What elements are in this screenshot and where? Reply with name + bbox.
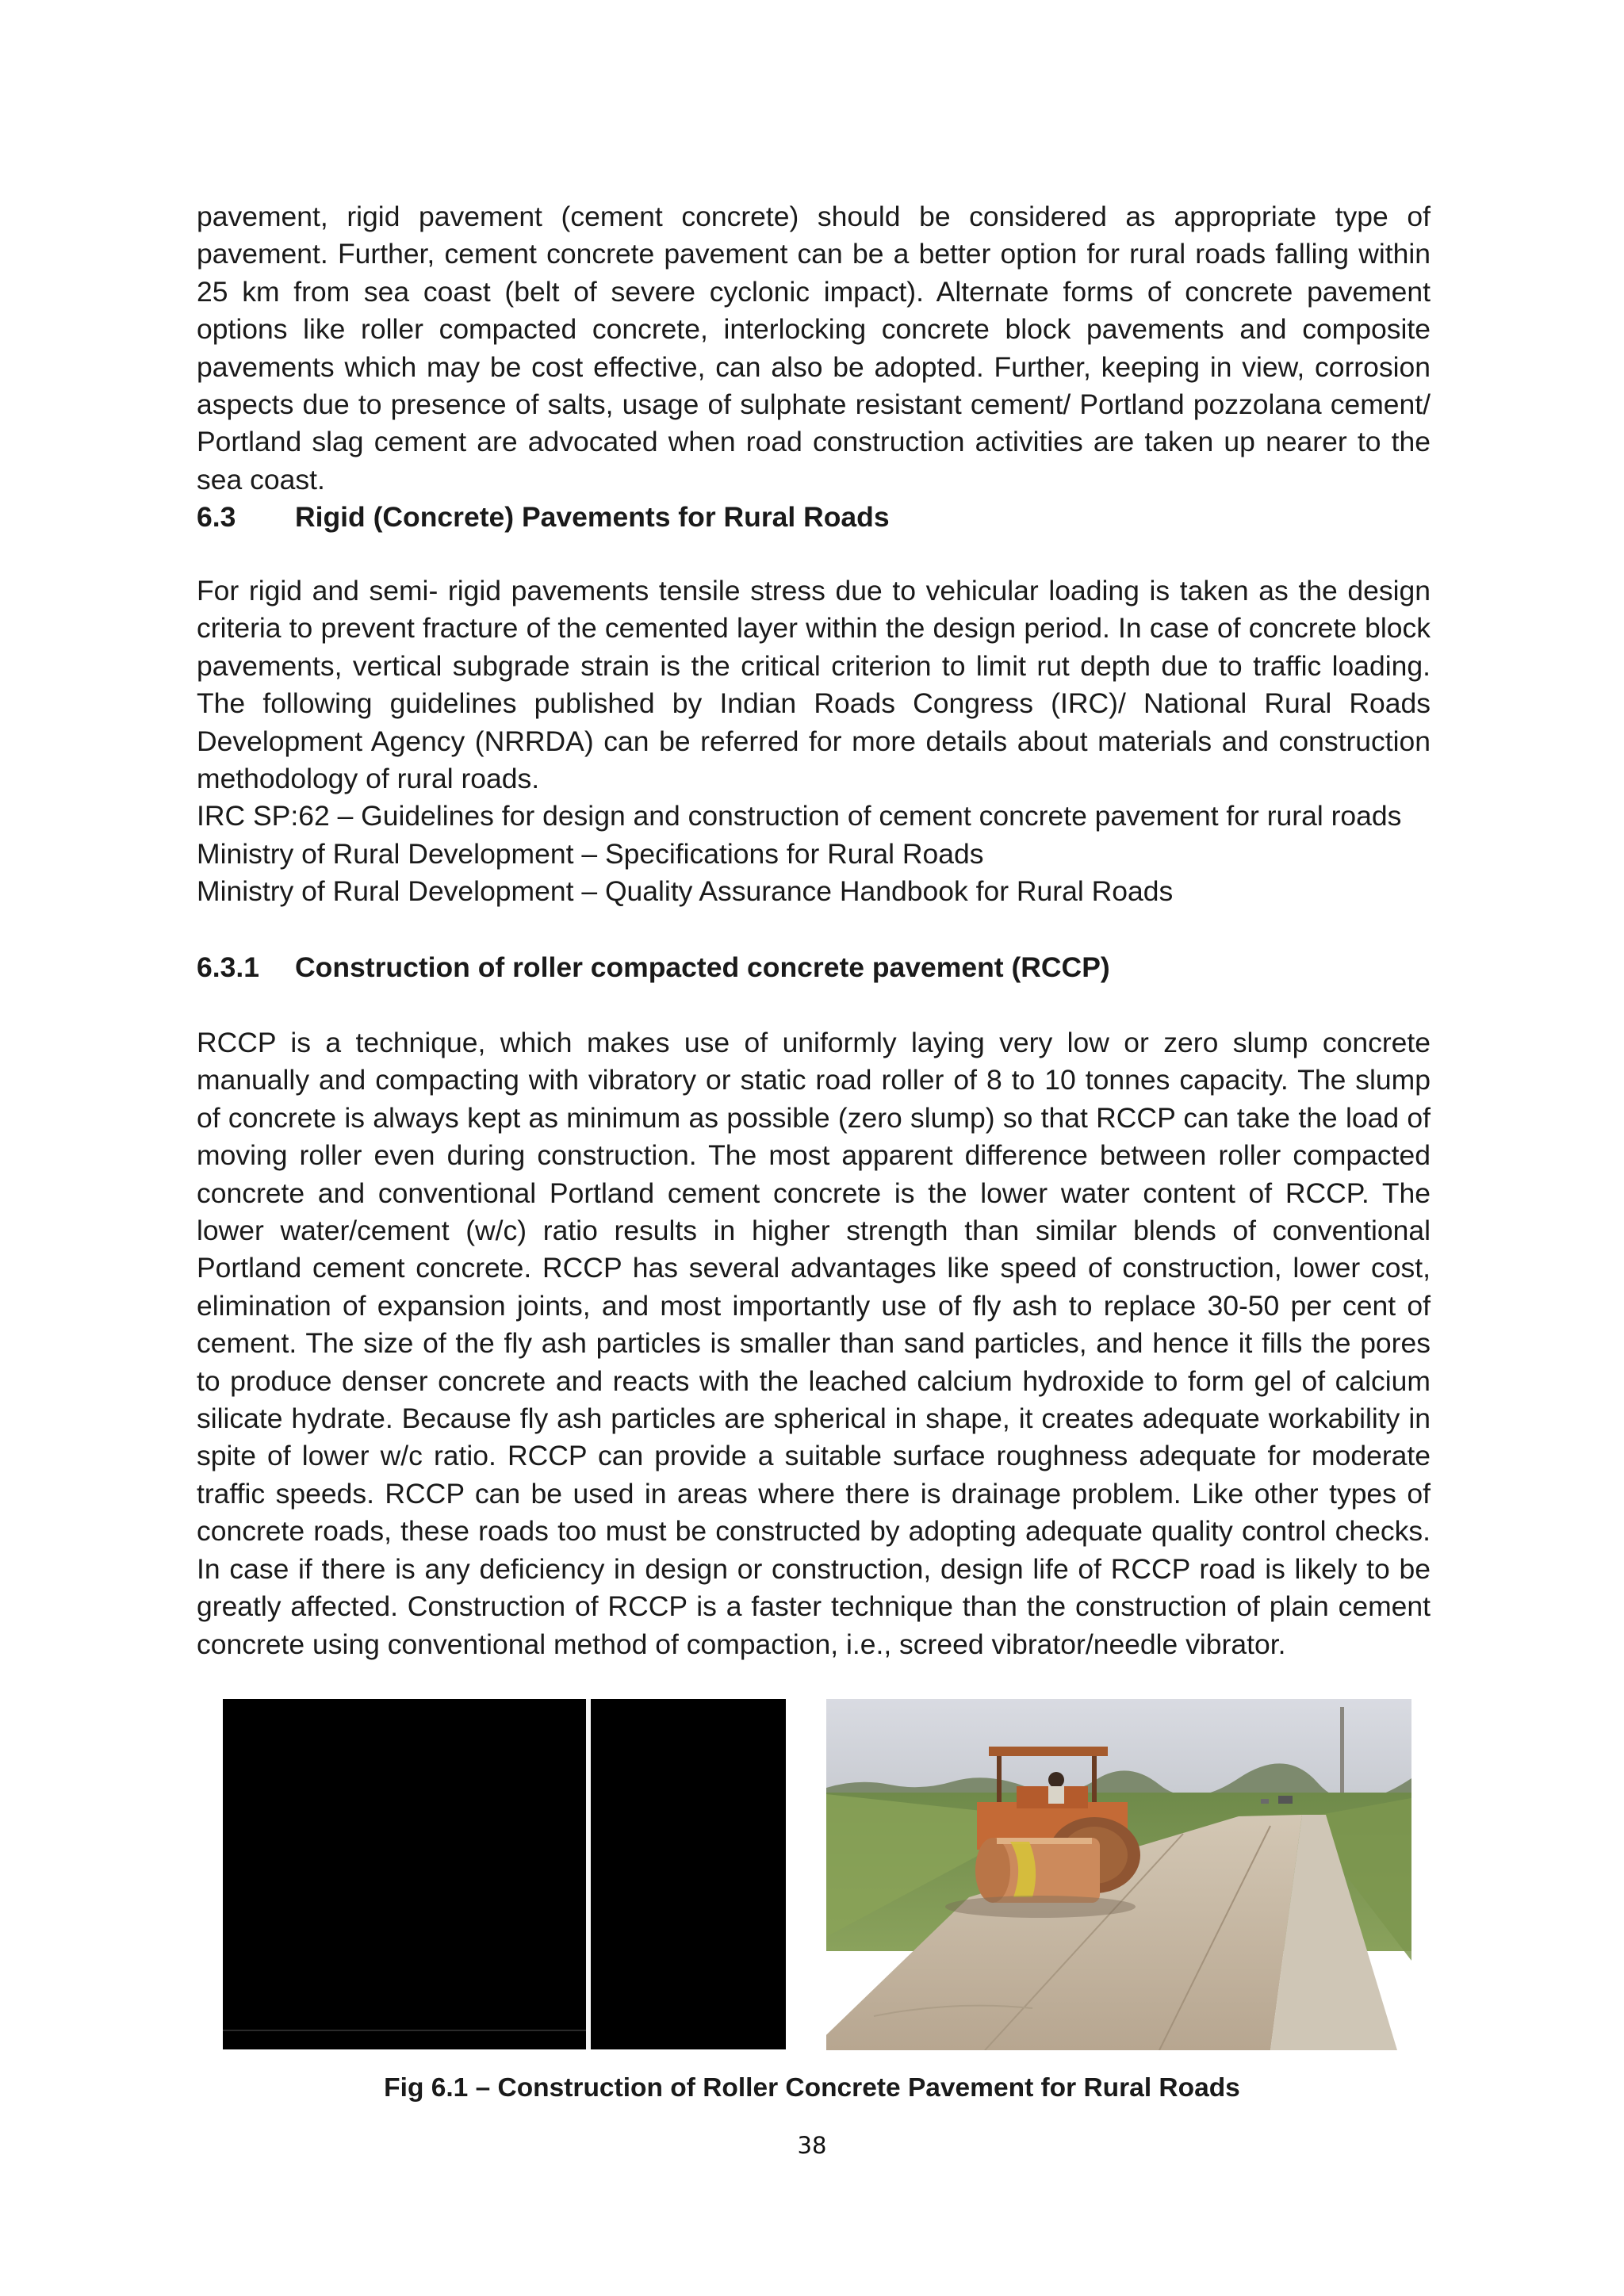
photo-divider <box>586 1699 591 2049</box>
section-title: Rigid (Concrete) Pavements for Rural Roads <box>295 501 890 533</box>
reference-item: Ministry of Rural Development – Specifications for Rural Roads <box>197 837 984 870</box>
section-6-3-1-body <box>197 1024 1431 1663</box>
photo-edge-line <box>223 2030 586 2031</box>
page-number: 38 <box>797 2132 827 2159</box>
reference-item: IRC SP:62 – Guidelines for design and construction of cement concrete pavement for rural roads <box>197 800 1402 832</box>
section-heading-6-3 <box>197 499 890 536</box>
section-number: 6.3.1 <box>197 951 259 983</box>
section-paragraph: RCCP is a technique, which makes use of uniformly laying very low or zero slump concrete manually and compacting with vibratory or static road roller of 8 to 10 tonnes capacity. The slump of concrete is always kept as minimum as possible (zero slump) so that RCCP can take the load of moving roller even during construction. The most apparent difference between roller compacted concrete and conventional Portland cement concrete is the lower water content of RCCP. The lower water/cement (w/c) ratio results in higher strength than similar blends of conventional Portland cement concrete. RCCP has several advantages like speed of construction, lower cost, elimination of expansion joints, and most importantly use of fly ash to replace 30-50 per cent of cement. The size of the fly ash particles is smaller than sand particles, and hence it fills the pores to produce denser concrete and reacts with the leached calcium hydroxide to form gel of calcium silicate hydrate. Because fly ash particles are spherical in shape, it creates adequate workability in spite of lower w/c ratio. RCCP can provide a suitable surface roughness adequate for moderate traffic speeds. RCCP can be used in areas where there is drainage problem. Like other types of concrete roads, these roads too must be constructed by adopting adequate quality control checks. In case if there is any deficiency in design or construction, design life of RCCP road is likely to be greatly affected. Construction of RCCP is a faster technique than the construction of plain cement concrete using conventional method of compaction, i.e., screed vibrator/needle vibrator. <box>197 1027 1431 1660</box>
figure-photo-left <box>223 1699 786 2049</box>
figure-photo-right <box>826 1699 1411 2050</box>
section-heading-6-3-1 <box>197 949 1110 986</box>
section-title: Construction of roller compacted concrete pavement (RCCP) <box>295 951 1110 983</box>
reference-item: Ministry of Rural Development – Quality Assurance Handbook for Rural Roads <box>197 875 1174 908</box>
section-paragraph: For rigid and semi- rigid pavements tensile stress due to vehicular loading is taken as the design criteria to prevent fracture of the cemented layer within the design period. In case of concrete block pavements, vertical subgrade strain is the critical criterion to limit rut depth due to traffic loading. The following guidelines published by Indian Roads Congress (IRC)/ National Rural Roads Development Agency (NRRDA) can be referred for more details about materials and construction methodology of rural roads. <box>197 575 1431 795</box>
figure-caption: Fig 6.1 – Construction of Roller Concrete Pavement for Rural Roads <box>384 2073 1240 2103</box>
section-number: 6.3 <box>197 501 236 533</box>
intro-block <box>197 198 1431 499</box>
section-6-3-body <box>197 572 1431 911</box>
road-roller-photo <box>826 1699 1411 2050</box>
intro-paragraph: pavement, rigid pavement (cement concrete) should be considered as appropriate type of pavement. Further, cement concrete pavement can be a better option for rural roads falling within 25 km from sea coast (belt of severe cyclonic impact). Alternate forms of concrete pavement options like roller compacted concrete, interlocking concrete block pavements and composite pavements which may be cost effective, can also be adopted. Further, keeping in view, corrosion aspects due to presence of salts, usage of sulphate resistant cement/ Portland pozzolana cement/ Portland slag cement are advocated when road construction activities are taken up nearer to the sea coast. <box>197 201 1431 496</box>
